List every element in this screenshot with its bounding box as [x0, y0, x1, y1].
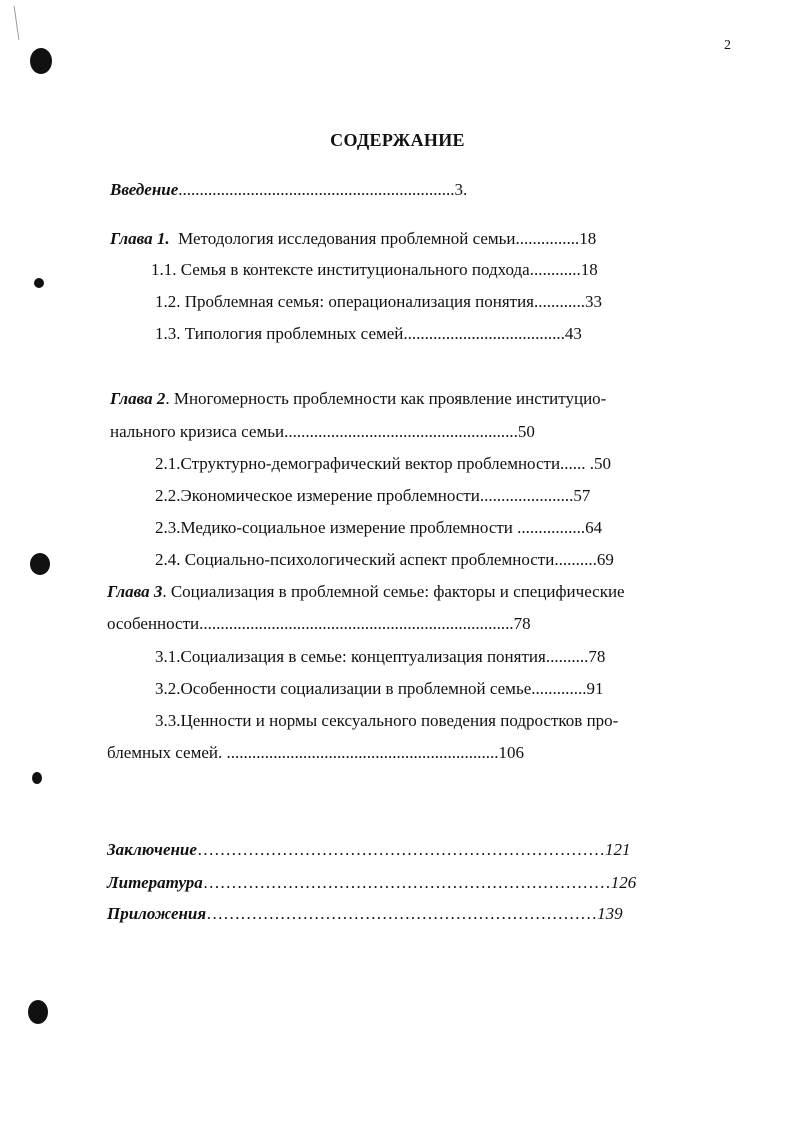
entry-label: Глава 2 [110, 389, 166, 408]
leader-dots: ............... [515, 229, 580, 248]
leader-dots: ............. [531, 679, 587, 698]
hole-punch-mark [30, 553, 50, 575]
page-ref: 33 [585, 292, 602, 311]
entry-label: Литература [107, 873, 203, 892]
entry-text: 1.1. Семья в контексте институционального подхода [151, 260, 530, 279]
entry-text: 3.2.Особенности социализации в проблемной семье [155, 679, 532, 698]
toc-entry-1-3[interactable] [155, 324, 582, 344]
leader-dots: .............................................................. [226, 743, 490, 762]
toc-entry-chapter-2[interactable] [110, 389, 606, 409]
scan-artifact-line [14, 6, 20, 40]
entry-text: 2.2.Экономическое измерение проблемности [155, 486, 480, 505]
toc-entry-3-2[interactable] [155, 679, 604, 699]
entry-label: Приложения [107, 904, 207, 923]
leader-dots: ...... [560, 454, 586, 473]
page-number: 2 [724, 38, 731, 53]
toc-entry-literature[interactable] [107, 873, 636, 893]
page-ref: ..50 [509, 422, 535, 441]
hole-punch-mark [30, 48, 52, 74]
entry-text: 2.3.Медико-социальное измерение проблемности [155, 518, 513, 537]
page-ref: 139 [597, 904, 623, 923]
page-ref: .50 [589, 454, 612, 473]
entry-label: Заключение [107, 840, 197, 859]
toc-entry-2-4[interactable] [155, 550, 614, 570]
page-ref: 121 [604, 840, 631, 859]
page-ref: 78 [513, 614, 531, 633]
hole-punch-mark [32, 772, 42, 784]
leader-dots: ................ [517, 518, 586, 537]
leader-dots: ............ [534, 292, 585, 311]
leader-dots: ................................................................. [178, 180, 455, 199]
toc-entry-intro[interactable] [110, 180, 467, 200]
leader-dots: ...................................... [403, 324, 565, 343]
toc-entry-appendix[interactable] [107, 904, 623, 924]
toc-entry-chapter-3-cont[interactable] [107, 614, 531, 634]
toc-entry-1-1[interactable] [151, 260, 598, 280]
page-ref: 91 [586, 679, 604, 698]
entry-text: . Социализация в проблемной семье: факторы и специфические [162, 582, 625, 601]
leader-dots: ...................... [479, 486, 574, 505]
toc-entry-2-2[interactable] [155, 486, 590, 506]
leader-dots: ……………………………………………………………… [196, 840, 605, 859]
entry-text: 1.2. Проблемная семья: операционализация понятия [155, 292, 534, 311]
toc-title: СОДЕРЖАНИЕ [330, 130, 465, 150]
page-ref: 126 [610, 873, 637, 892]
entry-text: 2.4. Социально-психологический аспект проблемности [155, 550, 555, 569]
toc-entry-2-3[interactable] [155, 518, 602, 538]
hole-punch-mark [28, 1000, 48, 1024]
leader-dots: ............ [529, 260, 581, 279]
entry-label: Введение [110, 180, 179, 199]
entry-text: . Многомерность проблемности как проявление институцио- [165, 389, 607, 408]
toc-entry-conclusion[interactable] [107, 840, 630, 860]
entry-text: особенности [107, 614, 200, 633]
entry-label: Глава 1. [110, 229, 170, 248]
entry-text: 3.1.Социализация в семье: концептуализация понятия [155, 647, 546, 666]
entry-label: Глава 3 [107, 582, 163, 601]
page-ref: 78 [588, 647, 606, 666]
page-ref: ..106 [489, 743, 524, 762]
toc-entry-1-2[interactable] [155, 292, 602, 312]
leader-dots: .......... [554, 550, 597, 569]
entry-text: 3.3.Ценности и нормы сексуального поведения подростков про- [155, 711, 619, 730]
page-ref: 18 [579, 229, 597, 248]
toc-entry-3-3[interactable] [155, 711, 618, 731]
page-ref: 3. [454, 180, 468, 199]
leader-dots: …………………………………………………………… [206, 904, 598, 923]
entry-text: блемных семей. [107, 743, 223, 762]
leader-dots: .......................................................................... [199, 614, 514, 633]
toc-entry-3-1[interactable] [155, 647, 605, 667]
toc-entry-chapter-3[interactable] [107, 582, 625, 602]
page-ref: 43 [564, 324, 582, 343]
entry-text: нального кризиса семьи [110, 422, 285, 441]
page-ref: 18 [580, 260, 598, 279]
page-ref: 57 [573, 486, 591, 505]
page-ref: 64 [585, 518, 603, 537]
toc-entry-chapter-1[interactable] [110, 229, 596, 249]
toc-entry-2-1[interactable] [155, 454, 611, 474]
entry-text: 1.3. Типология проблемных семей [155, 324, 404, 343]
entry-text: 2.1.Структурно-демографический вектор проблемности [155, 454, 561, 473]
hole-punch-mark [34, 278, 44, 288]
page-ref: 69 [596, 550, 614, 569]
entry-text: Методология исследования проблемной семьи [178, 229, 516, 248]
leader-dots: .......... [545, 647, 589, 666]
leader-dots: ..................................................... [284, 422, 510, 441]
leader-dots: ……………………………………………………………… [202, 873, 611, 892]
toc-entry-chapter-2-cont[interactable] [110, 422, 535, 442]
toc-entry-3-3-cont[interactable] [107, 743, 524, 763]
